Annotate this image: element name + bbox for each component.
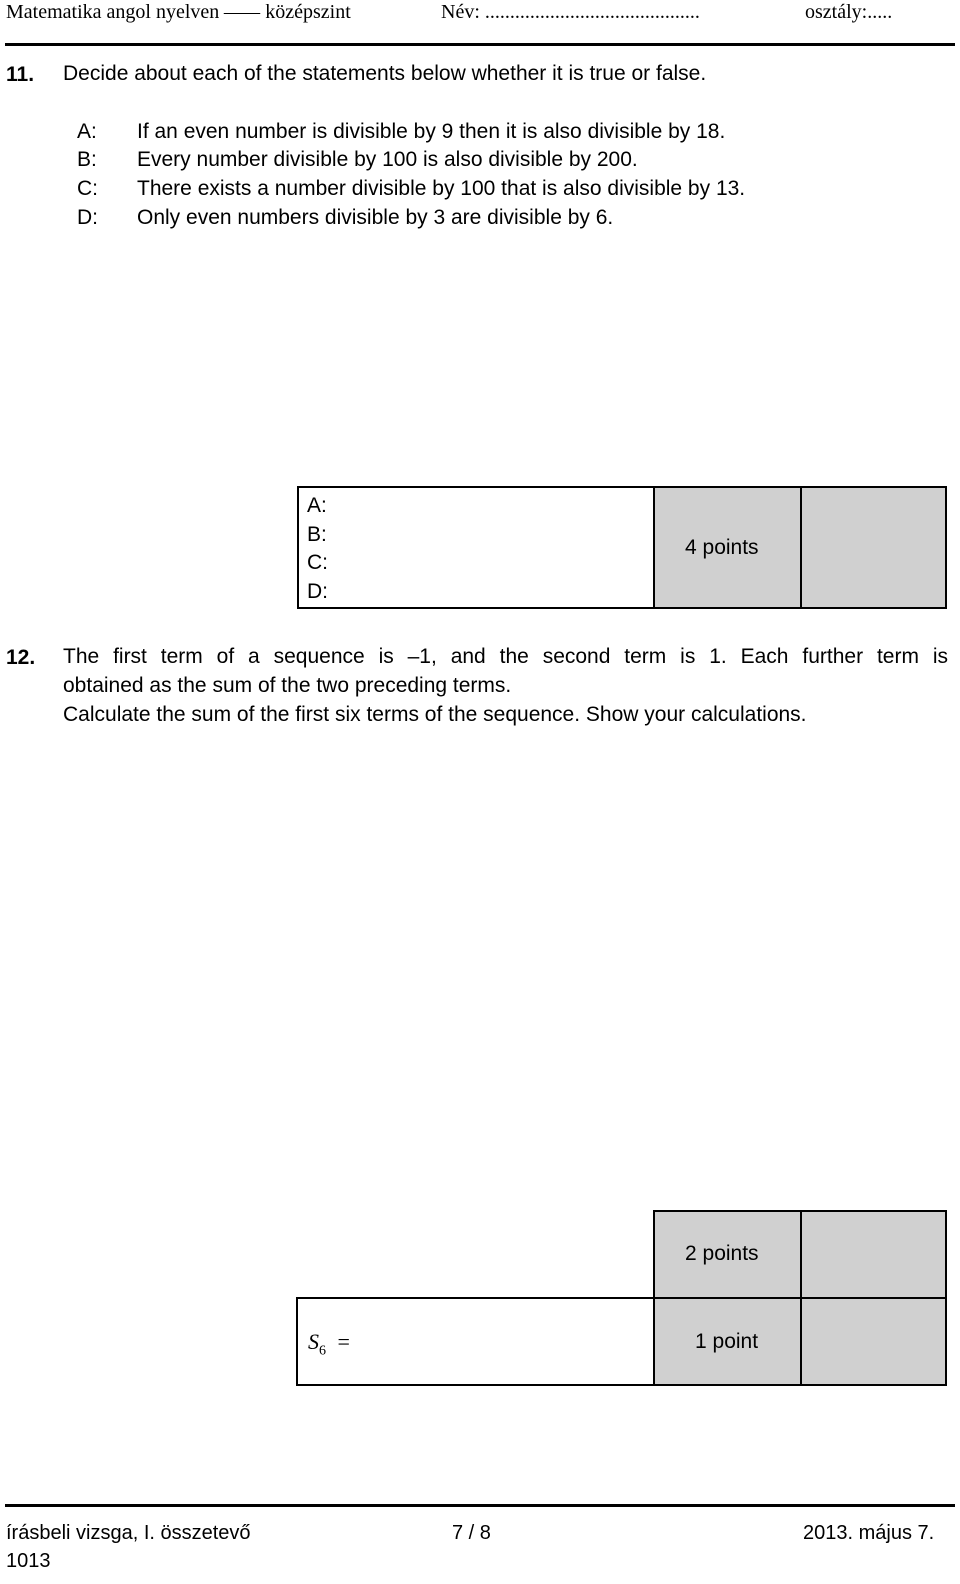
header-class-field: osztály:..... [805, 1, 893, 23]
footer-page-number: 7 / 8 [452, 1522, 491, 1544]
q11-answer-label: C: [307, 551, 328, 574]
level-text: középszint [265, 1, 351, 23]
q11-statement-text: If an even number is divisible by 9 then it is also divisible by 18. [137, 120, 726, 143]
q12-prompt-line: Calculate the sum of the first six terms of the sequence. Show your calculations. [63, 703, 807, 726]
header-subject [6, 1, 351, 24]
footer-left: írásbeli vizsga, I. összetevő [6, 1522, 251, 1544]
sum-subscript: 6 [319, 1343, 326, 1359]
q11-answer-label: A: [307, 494, 327, 517]
q11-points-label: 4 points [685, 536, 759, 559]
q11-statement-text: Every number divisible by 100 is also divisible by 200. [137, 148, 638, 171]
q12-answer-box[interactable] [296, 1297, 655, 1386]
q11-number: 11. [6, 63, 35, 86]
header-name-field: Név: ........................................... [441, 1, 700, 23]
q12-number: 12. [6, 646, 36, 669]
subject-text: Matematika angol nyelven [6, 1, 220, 23]
q11-points-cell [653, 486, 802, 609]
q11-answer-label: B: [307, 523, 327, 546]
footer-code: 1013 [6, 1550, 51, 1572]
q12-work-points-label: 2 points [685, 1242, 759, 1265]
sum-symbol: S [308, 1329, 319, 1354]
q12-answer-expression [308, 1329, 350, 1359]
q11-answer-box[interactable] [297, 486, 655, 609]
q12-prompt-line: obtained as the sum of the two preceding terms. [63, 674, 512, 697]
q11-statement-letter: B: [77, 148, 97, 171]
q11-prompt: Decide about each of the statements below whether it is true or false. [63, 62, 707, 85]
q12-answer-points-cell [653, 1297, 802, 1386]
q11-answer-label: D: [307, 580, 328, 603]
q12-answer-points-label: 1 point [695, 1330, 759, 1353]
footer-date: 2013. május 7. [803, 1522, 935, 1544]
footer-rule [5, 1504, 955, 1507]
equals-sign: = [337, 1329, 350, 1354]
q11-score-cell [800, 486, 947, 609]
q11-statement-text: Only even numbers divisible by 3 are divisible by 6. [137, 206, 614, 229]
q12-prompt-line: The first term of a sequence is –1, and the second term is 1. Each further term is [63, 645, 948, 668]
q12-work-score-cell [800, 1210, 947, 1299]
q12-answer-score-cell [800, 1297, 947, 1386]
q11-statement-text: There exists a number divisible by 100 that is also divisible by 13. [137, 177, 746, 200]
q11-statement-letter: D: [77, 206, 98, 229]
q12-work-points-cell [653, 1210, 802, 1299]
q11-statement-letter: A: [77, 120, 97, 143]
dash-text: — [224, 1, 261, 23]
q11-statement-letter: C: [77, 177, 98, 200]
header-rule [5, 43, 955, 46]
